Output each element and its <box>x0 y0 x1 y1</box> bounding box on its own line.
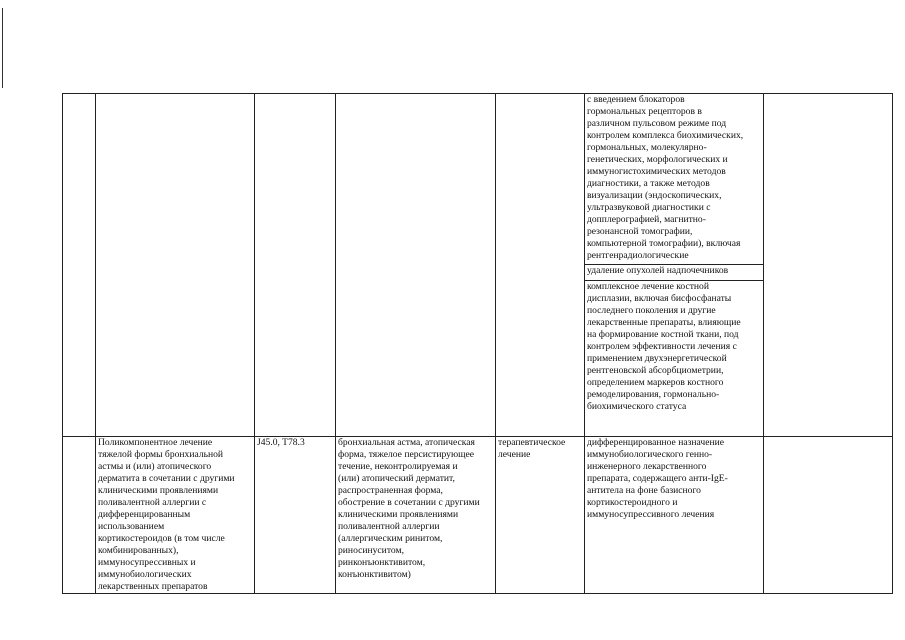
col-cost-cell <box>764 437 893 594</box>
medical-care-table <box>62 93 893 594</box>
col-codes-cell <box>255 94 336 437</box>
col-model-cell <box>336 94 496 437</box>
method-text: удаление опухолей надпочечников <box>587 265 729 276</box>
table-row <box>63 437 893 594</box>
binding-margin-line <box>2 8 3 88</box>
col-name-cell <box>96 94 255 437</box>
method-text: с введением блокаторов гормональных рецепторов в различном пульсовом режиме под контролем комплекса биохимических, гормональных, молекулярно- генетических, морфологических и иммуногистохимических методов диагностики, а также методов визуализации (эндоскопических, ультразвуковой диагностики с допплерографией, магнитно- резонансной томографии, компьютерной томографии), включая рентгенрадиологические <box>587 94 744 261</box>
col-cost-cell <box>764 94 893 437</box>
col-number-cell <box>63 94 96 437</box>
icd-codes-text: J45.0, T78.3 <box>257 437 305 448</box>
treatment-name-text: Поликомпонентное лечение тяжелой формы бронхиальной астмы и (или) атопического дерматита в сочетании с другими клиническими проявлениями поливалентной аллергии с дифференцированным использованием кортикостероидов (в том числе комбинированных), иммуносупрессивных и иммунобиологических лекарственных препаратов <box>98 437 235 592</box>
patient-model-text: бронхиальная астма, атопическая форма, тяжелое персистирующее течение, неконтролируемая и (или) атопический дерматит, распространенная форма, обострение в сочетании с другими клиническими проявлениями поливалентной аллергии (аллергическим ринитом, риносинуситом, ринконъюнктивитом, конъюнктивитом) <box>338 437 480 580</box>
table-row <box>63 94 893 265</box>
col-name-cell <box>96 437 255 594</box>
treatment-type-text: терапевтическое лечение <box>498 437 566 460</box>
col-number-cell <box>63 437 96 594</box>
method-text: комплексное лечение костной дисплазии, включая бисфосфанаты последнего поколения и другие лекарственные препараты, влияющие на формирование костной ткани, под контролем эффективности лечения с применением двухэнергетической рентгеновской абсорбциометрии, определением маркеров костного ремоделирования, гормонально- биохимического статуса <box>587 281 741 412</box>
method-text: дифференцированное назначение иммунобиологического генно- инженерного лекарственного препарата, содержащего анти-IgE- антитела на фоне базисного кортикостероидного и иммуносупрессивного лечения <box>587 437 728 520</box>
col-method-cell <box>585 94 764 265</box>
col-method-cell <box>585 265 764 281</box>
col-method-cell <box>585 281 764 437</box>
col-model-cell <box>336 437 496 594</box>
col-type-cell <box>496 437 585 594</box>
col-codes-cell <box>255 437 336 594</box>
col-type-cell <box>496 94 585 437</box>
col-method-cell <box>585 437 764 594</box>
